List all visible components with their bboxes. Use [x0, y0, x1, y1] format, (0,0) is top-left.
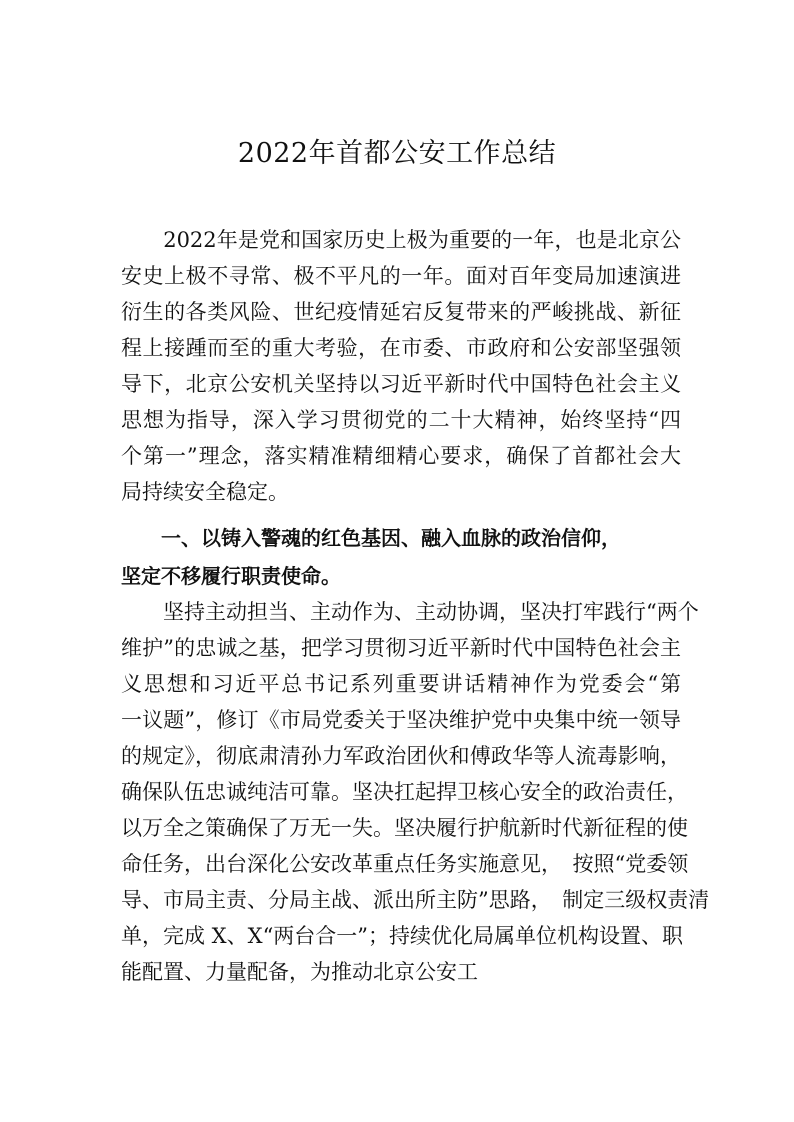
intro-line-2: 安史上极不寻常、极不平凡的一年。面对百年变局加速演进: [121, 264, 681, 288]
intro-line-4: 程上接踵而至的重大考验，在市委、市政府和公安部坚强领: [121, 336, 681, 360]
section-1-line-9: 导、市局主责、分局主战、派出所主防”思路， 制定三级权责清: [121, 888, 710, 912]
section-1-line-6: 确保队伍忠诚纯洁可靠。坚决扛起捍卫核心安全的政治责任，: [121, 780, 688, 804]
intro-line-8: 局持续安全稳定。: [121, 480, 289, 504]
section-heading-line-2: 坚定不移履行职责使命。: [121, 564, 341, 588]
section-heading-line-1: 一、以铸入警魂的红色基因、融入血脉的政治信仰，: [121, 526, 621, 550]
section-1-line-8: 命任务，出台深化公安改革重点任务实施意见， 按照“党委领: [121, 852, 689, 876]
section-1-line-5: 的规定》，彻底肃清孙力军政治团伙和傅政华等人流毒影响，: [121, 744, 681, 768]
document-title: 2022年首都公安工作总结: [237, 138, 557, 169]
intro-line-3: 衍生的各类风险、世纪疫情延宕反复带来的严峻挑战、新征: [121, 300, 681, 324]
section-1-line-3: 义思想和习近平总书记系列重要讲话精神作为党委会“第: [121, 672, 681, 696]
section-1-line-1: 坚持主动担当、主动作为、主动协调，坚决打牢践行“两个: [121, 600, 699, 624]
section-1-line-11: 能配置、力量配备，为推动北京公安工: [121, 960, 478, 984]
intro-line-7: 个第一”理念，落实精准精细精心要求，确保了首都社会大: [121, 444, 681, 468]
intro-line-1: 2022年是党和国家历史上极为重要的一年，也是北京公: [121, 228, 681, 252]
intro-line-5: 导下，北京公安机关坚持以习近平新时代中国特色社会主义: [121, 372, 681, 396]
intro-line-6: 思想为指导，深入学习贯彻党的二十大精神，始终坚持“四: [121, 408, 681, 432]
section-1-line-7: 以万全之策确保了万无一失。坚决履行护航新时代新征程的使: [121, 816, 688, 840]
section-1-line-2: 维护”的忠诚之基，把学习贯彻习近平新时代中国特色社会主: [121, 636, 681, 660]
section-1-line-4: 一议题”，修订《市局党委关于坚决维护党中央集中统一领导: [121, 708, 681, 732]
section-1-line-10: 单，完成 X、X“两台合一”；持续优化局属单位机构设置、职: [121, 924, 684, 948]
